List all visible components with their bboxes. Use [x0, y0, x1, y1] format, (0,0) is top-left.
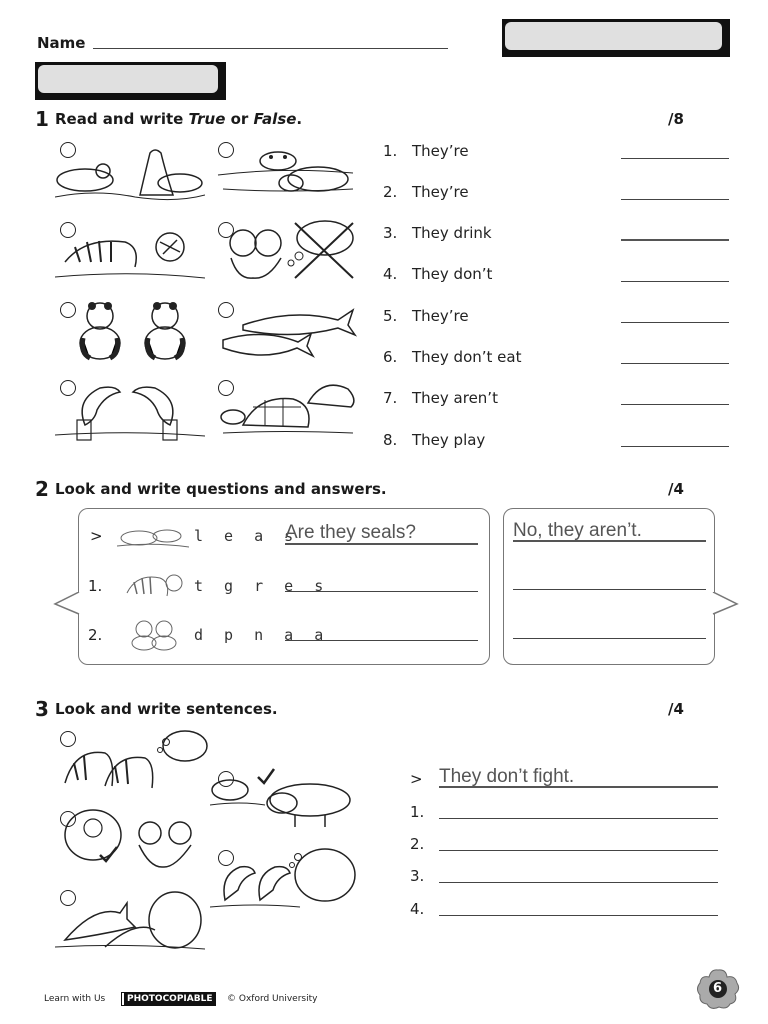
s3-example-marker: >: [410, 770, 423, 788]
s1-item-text: They don’t: [412, 265, 493, 283]
s1-answer-line[interactable]: [621, 281, 729, 282]
s2-row-marker: >: [90, 527, 103, 545]
s1-item-num: 1.: [383, 142, 398, 160]
s2-question-line[interactable]: [285, 591, 478, 592]
s1-answer-line[interactable]: [621, 446, 729, 447]
section2-score: /4: [668, 480, 684, 498]
s3-answer-line[interactable]: [439, 882, 718, 883]
seals-small-picture: [117, 520, 189, 552]
tortoises-picture: [213, 375, 358, 440]
s1-item-num: 5.: [383, 307, 398, 325]
bubble-tail-left: [53, 592, 81, 616]
s2-row-marker: 2.: [88, 626, 103, 644]
s3-line-number: 4.: [410, 900, 425, 918]
s3-answer-line[interactable]: [439, 850, 718, 851]
section1-score: /8: [668, 110, 684, 128]
s3-answer-line[interactable]: [439, 915, 718, 916]
section2-number: 2: [35, 477, 49, 501]
s1-item-num: 2.: [383, 183, 398, 201]
s2-answer-line[interactable]: [513, 638, 706, 639]
whales-picture: [213, 300, 358, 365]
photocopiable-badge: PHOTOCOPIABLE: [122, 993, 215, 1005]
s2-scrambled-letters: l e a s: [194, 527, 300, 545]
tigers-picture: [55, 222, 205, 287]
s2-row-marker: 1.: [88, 577, 103, 595]
pandas-small-picture: [122, 617, 187, 651]
s2-scrambled-letters: t g r e s: [194, 577, 330, 595]
monkeys-thought-picture: [55, 803, 205, 873]
s1-answer-line[interactable]: [621, 363, 729, 364]
section3-score: /4: [668, 700, 684, 718]
dolphins-picture: [55, 380, 205, 445]
header-box-left-inner: [38, 65, 218, 93]
s3-answer-line[interactable]: [439, 818, 718, 819]
section3-number: 3: [35, 697, 49, 721]
s2-answer-answer: No, they aren’t.: [513, 520, 642, 541]
name-label: Name: [37, 34, 86, 52]
section2-title: Look and write questions and answers.: [55, 480, 387, 498]
seals-picture: [55, 145, 205, 205]
section1-number: 1: [35, 107, 49, 131]
dolphins-thought-picture: [210, 845, 360, 915]
s1-item-text: They don’t eat: [412, 348, 522, 366]
s1-answer-line[interactable]: [621, 158, 729, 159]
s1-answer-line[interactable]: [621, 199, 729, 200]
s1-answer-line[interactable]: [621, 322, 729, 323]
s2-question-line[interactable]: [285, 640, 478, 641]
section1-title: Read and write True or False.: [55, 110, 303, 128]
s1-item-num: 6.: [383, 348, 398, 366]
monkeys-picture: [213, 218, 358, 283]
s1-item-text: They drink: [412, 224, 492, 242]
s1-item-num: 3.: [383, 224, 398, 242]
s1-item-num: 7.: [383, 389, 398, 407]
s3-line-number: 1.: [410, 803, 425, 821]
section3-title: Look and write sentences.: [55, 700, 278, 718]
footer-brand: Learn with Us: [44, 994, 106, 1004]
s1-item-text: They’re: [412, 183, 469, 201]
footer-copyright: © Oxford University: [227, 994, 318, 1004]
s2-answer-line[interactable]: [513, 589, 706, 590]
name-line[interactable]: [93, 48, 448, 49]
s3-line-number: 3.: [410, 867, 425, 885]
s1-item-text: They play: [412, 431, 486, 449]
s2-question-answer: Are they seals?: [285, 522, 416, 543]
s3-example-sentence: They don’t fight.: [439, 766, 575, 787]
tigers-thought-picture: [60, 728, 210, 798]
s3-example-line[interactable]: [439, 786, 718, 788]
s1-item-num: 8.: [383, 431, 398, 449]
s2-scrambled-letters: d p n a a: [194, 626, 330, 644]
hippos-thought-picture: [210, 765, 360, 830]
tigers-small-picture: [122, 568, 187, 602]
s1-item-text: They’re: [412, 142, 469, 160]
bubble-tail-right: [711, 592, 739, 616]
s3-line-number: 2.: [410, 835, 425, 853]
whales-thought-picture: [55, 885, 205, 955]
s1-item-text: They’re: [412, 307, 469, 325]
hippos-picture: [213, 145, 358, 200]
pandas-picture: [55, 298, 205, 363]
s2-answer-line[interactable]: [513, 540, 706, 542]
s1-item-text: They aren’t: [412, 389, 498, 407]
page-number: 6: [713, 981, 723, 996]
s1-item-num: 4.: [383, 265, 398, 283]
s1-answer-line[interactable]: [621, 239, 729, 241]
header-box-right-inner: [505, 22, 722, 50]
s1-answer-line[interactable]: [621, 404, 729, 405]
s2-question-line[interactable]: [285, 543, 478, 545]
